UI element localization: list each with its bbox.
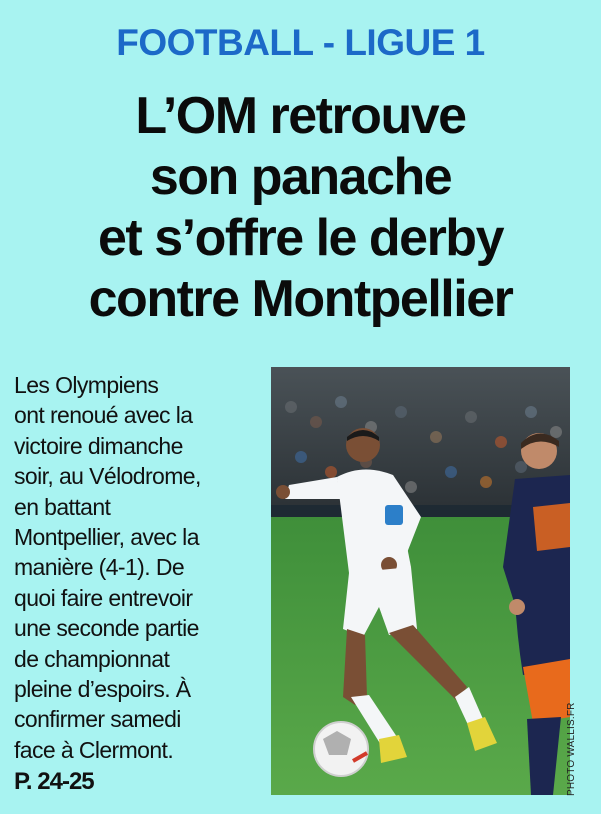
summary-line: Les Olympiens <box>14 372 159 398</box>
ball <box>314 722 368 776</box>
summary-line: manière (4-1). De <box>14 554 185 581</box>
headline-line: et s’offre le derby <box>98 209 503 267</box>
summary-line: victoire dimanche <box>14 432 183 459</box>
headline-line: contre Montpellier <box>88 270 513 328</box>
article-summary <box>14 370 264 765</box>
summary-line: soir, au Vélodrome, <box>14 463 201 490</box>
football-players-illustration <box>271 367 570 795</box>
summary-line: en battant <box>14 493 111 520</box>
photo-credit: PHOTO WALLIS.FR <box>566 702 577 796</box>
summary-line: une seconde partie <box>14 615 199 642</box>
page-reference[interactable]: P. 24-25 <box>14 768 94 795</box>
summary-line: face à Clermont. <box>14 736 174 763</box>
summary-line: confirmer samedi <box>14 706 181 733</box>
summary-line: de championnat <box>14 645 170 672</box>
summary-line: pleine d’espoirs. À <box>14 676 191 703</box>
summary-line: ont renoué avec la <box>14 402 193 429</box>
headline-line: son panache <box>149 148 452 206</box>
summary-line: Montpellier, avec la <box>14 524 199 551</box>
headline-line: L’OM retrouve <box>135 87 466 145</box>
match-photo <box>271 367 570 795</box>
section-kicker: FOOTBALL - LIGUE 1 <box>116 22 485 63</box>
summary-line: quoi faire entrevoir <box>14 584 193 611</box>
headline <box>0 86 601 330</box>
